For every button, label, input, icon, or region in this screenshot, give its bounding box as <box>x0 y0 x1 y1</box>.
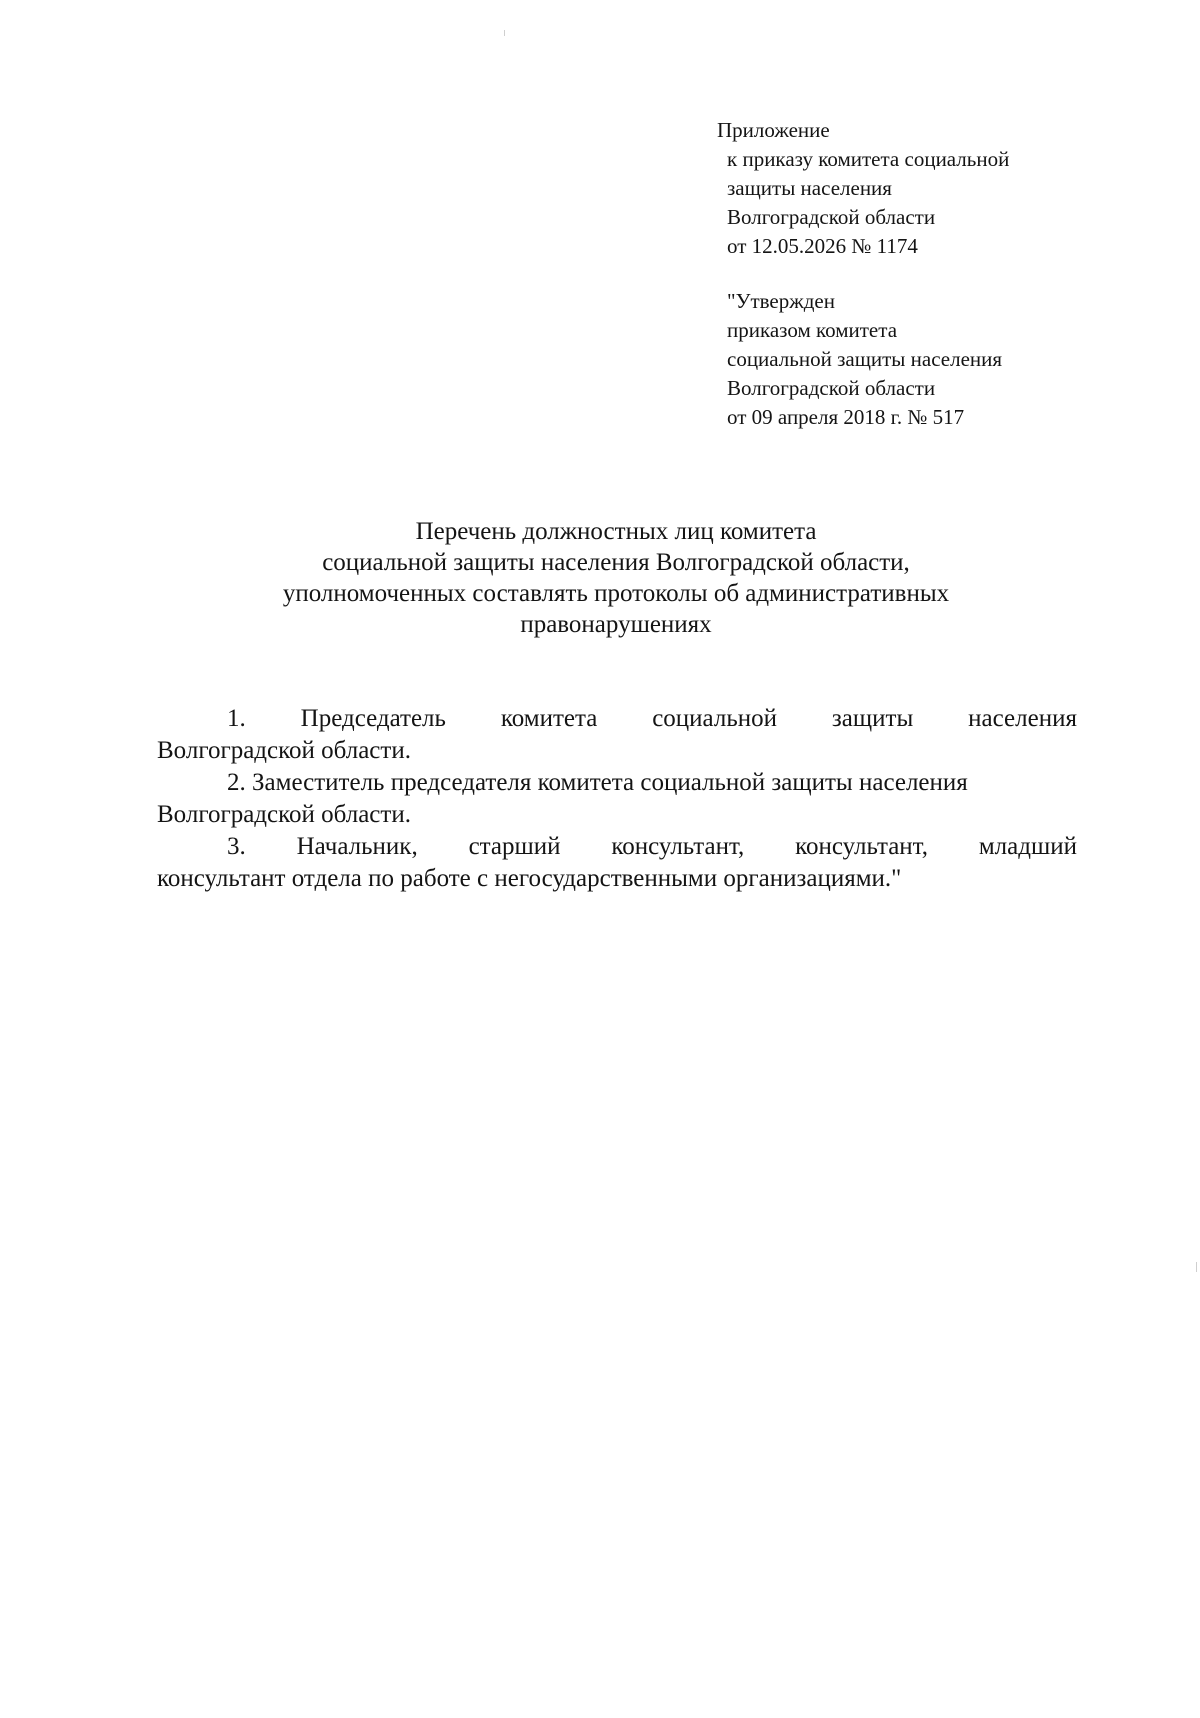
title-line: Перечень должностных лиц комитета <box>415 518 817 545</box>
list-item-word: Начальник, <box>296 833 418 860</box>
title-line: правонарушениях <box>520 611 712 638</box>
list-item-word: младший <box>978 833 1077 860</box>
list-item-continuation: Волгоградской области. <box>157 737 411 764</box>
approval-order-reference: от 09 апреля 2018 г. № 517 <box>727 405 965 429</box>
document-title <box>160 516 1072 640</box>
list-item-number: 1. <box>227 705 246 732</box>
list-item-word: социальной <box>652 705 778 732</box>
list-item <box>157 767 1077 831</box>
list-item-continuation: консультант отдела по работе с негосударственными организациями." <box>157 865 902 892</box>
scan-artifact <box>1196 1262 1197 1272</box>
annex-heading: Приложение <box>717 118 830 142</box>
approval-line: Волгоградской области <box>727 376 936 400</box>
annex-order-reference: от 12.05.2026 № 1174 <box>727 234 918 258</box>
title-line: социальной защиты населения Волгоградской области, <box>322 549 910 576</box>
list-item <box>157 703 1077 767</box>
list-item-first-line: 2. Заместитель председателя комитета социальной защиты населения <box>227 769 968 796</box>
list-item-first-line <box>157 703 1077 735</box>
approval-block <box>727 287 1002 432</box>
annex-block <box>717 116 1009 261</box>
approval-line: социальной защиты населения <box>727 347 1003 371</box>
annex-line: к приказу комитета социальной <box>727 147 1010 171</box>
officials-list <box>157 703 1077 895</box>
approval-heading: "Утвержден <box>727 289 835 313</box>
list-item-word: защиты <box>831 705 914 732</box>
list-item-first-line <box>157 831 1077 863</box>
list-item-word: населения <box>968 705 1077 732</box>
list-item <box>157 831 1077 895</box>
annex-line: Волгоградской области <box>727 205 936 229</box>
list-item-continuation: Волгоградской области. <box>157 801 411 828</box>
scan-artifact <box>504 30 505 36</box>
list-item-word: старший <box>468 833 561 860</box>
title-line: уполномоченных составлять протоколы об административных <box>282 580 950 607</box>
annex-line: защиты населения <box>727 176 892 200</box>
list-item-word: Председатель <box>300 705 446 732</box>
list-item-word: комитета <box>500 705 598 732</box>
list-item-word: консультант, <box>795 833 928 860</box>
list-item-number: 3. <box>227 833 246 860</box>
list-item-word: консультант, <box>611 833 745 860</box>
approval-line: приказом комитета <box>727 318 898 342</box>
